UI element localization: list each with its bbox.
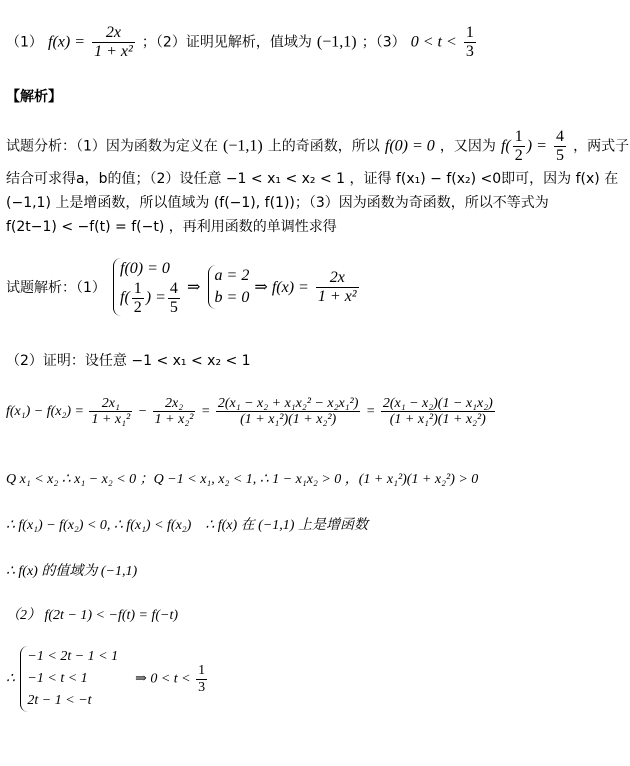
proof-term2-den: 1 + x₂² (154, 412, 194, 428)
part3-intro: （2） f(2t − 1) < −f(t) = f(−t) (6, 608, 179, 623)
solution-four-fifths (168, 280, 180, 316)
part3-cond-1: −1 < 2t − 1 < 1 (27, 649, 119, 664)
proof-therefore: ∴ f(x₁) − f(x₂) < 0, ∴ f(x₁) < f(x₂) ∴ f(x) 在 (−1,1) 上是增函数 (6, 518, 368, 533)
analysis-heading: 【解析】 (6, 89, 62, 105)
answer-t-inequality: 0 < t < (410, 33, 457, 51)
part3-cond-2: −1 < t < 1 (27, 671, 88, 686)
answer-line (6, 24, 478, 60)
answer-part3-label: ；（3） (361, 34, 406, 51)
answer-range: (−1,1) (316, 33, 357, 51)
proof-conditions: Q x₁ < x₂ ∴ x₁ − x₂ < 0 ；Q −1 < x₁, x₂ < 1, ∴ 1 − x₁x₂ > 0 ，(1 + x₁²)(1 + x₂²) > 0 (6, 472, 479, 487)
solution-result-den: 1 + x² (317, 287, 357, 305)
solution-eq-b: b = 0 (214, 289, 250, 307)
proof-term1-den: 1 + x₁² (91, 412, 131, 428)
proof-term2 (153, 396, 196, 428)
proof-term3 (216, 396, 361, 428)
analysis-half-num: 1 (514, 128, 523, 145)
proof-equals-1: = (200, 404, 211, 420)
answer-one-third (464, 24, 476, 60)
answer-fraction-numerator: 2x (92, 24, 135, 43)
solution-half-den: 2 (133, 298, 142, 316)
analysis-f0: f(0) = 0 (384, 137, 435, 155)
solution-eq-a: a = 2 (214, 267, 250, 285)
proof-term4 (381, 396, 495, 428)
solution-result-num: 2x (316, 269, 359, 288)
answer-part1-label: （1） (6, 34, 43, 51)
proof-range: ∴ f(x) 的值域为 (−1,1) (6, 564, 138, 579)
answer-one-third-num: 1 (465, 24, 474, 41)
proof-equals-2: = (365, 404, 376, 420)
part3-therefore: ∴ (6, 671, 15, 687)
solution-half (132, 280, 144, 316)
analysis-f-open: f( (500, 137, 511, 155)
analysis-text-c: 上的奇函数，所以 (267, 138, 380, 155)
analysis-four-fifths-den: 5 (555, 146, 564, 164)
part3-one-third-den: 3 (198, 679, 206, 695)
answer-fraction (92, 24, 135, 60)
solution-eq-half-close: ) = (145, 288, 166, 306)
analysis-half-den: 2 (514, 146, 523, 164)
proof-term1-num: 2x₁ (89, 396, 132, 412)
solution-eq-f0: f(0) = 0 (120, 260, 170, 277)
solution-system-2 (208, 265, 250, 309)
proof-term3-num: 2(x₁ − x₂ + x₁x₂² − x₂x₁²) (217, 396, 359, 411)
proof-intro: （2）证明：设任意 −1 < x₁ < x₂ < 1 (6, 353, 251, 369)
solution-half-num: 1 (133, 280, 142, 297)
solution-eq-half (120, 280, 182, 316)
analysis-line-4: f(2t−1) < −f(t) = f(−t) ，再利用函数的单调性求得 (6, 219, 337, 235)
analysis-f-close: ) = (526, 137, 547, 155)
proof-term3-den: (1 + x₁²)(1 + x₂²) (240, 412, 337, 428)
analysis-interval: (−1,1) (223, 137, 263, 155)
analysis-text-h: ，两式子 (573, 138, 630, 155)
proof-minus: − (137, 404, 148, 420)
solution-four-fifths-num: 4 (169, 280, 178, 297)
proof-term4-num: 2(x₁ − x₂)(1 − x₁x₂) (382, 396, 493, 411)
part3-cond-3: 2t − 1 < −t (27, 693, 92, 708)
solution-system-1 (113, 258, 182, 316)
part3-one-third-num: 1 (198, 663, 206, 679)
part3-one-third (196, 663, 207, 695)
analysis-text-a: 试题分析：（1）因为函数为定义在 (6, 138, 218, 155)
analysis-four-fifths-num: 4 (555, 128, 564, 145)
proof-term4-den: (1 + x₁²)(1 + x₂²) (389, 412, 486, 428)
analysis-four-fifths (554, 128, 566, 164)
analysis-line-1 (6, 128, 629, 164)
analysis-text-e: ，又因为 (439, 138, 496, 155)
solution-part1 (6, 258, 361, 316)
answer-fraction-denominator: 1 + x² (94, 42, 133, 60)
proof-term1 (89, 396, 132, 428)
proof-term2-num: 2x₂ (153, 396, 196, 412)
answer-one-third-den: 3 (465, 42, 474, 60)
answer-fx: f(x) = (48, 33, 86, 51)
solution-four-fifths-den: 5 (169, 298, 178, 316)
solution-label: 试题解析：（1） (6, 280, 106, 297)
proof-eq-lhs: f(x₁) − f(x₂) = (6, 404, 84, 420)
analysis-line-3: (−1,1) 上是增函数，所以值域为 (f(−1), f(1))；（3）因为函数为奇函数，所以不等式为 (6, 195, 549, 211)
solution-arrow-1: ⇒ (187, 279, 201, 297)
part3-conditions (20, 646, 118, 712)
part3-result: ⇒ 0 < t < (135, 671, 191, 687)
solution-eq-half-open: f( (120, 288, 130, 306)
proof-equation (6, 396, 497, 428)
answer-part2-text: ；（2）证明见解析，值域为 (141, 34, 312, 51)
solution-arrow-2: ⇒ f(x) = (254, 279, 309, 297)
analysis-half (513, 128, 525, 164)
analysis-line-2: 结合可求得a，b的值；（2）设任意 −1 < x₁ < x₂ < 1 ，证得 f(x₁) − f(x₂) <0即可，因为 f(x) 在 (6, 171, 619, 187)
part3-system (6, 646, 209, 712)
solution-result-fraction (316, 269, 359, 305)
